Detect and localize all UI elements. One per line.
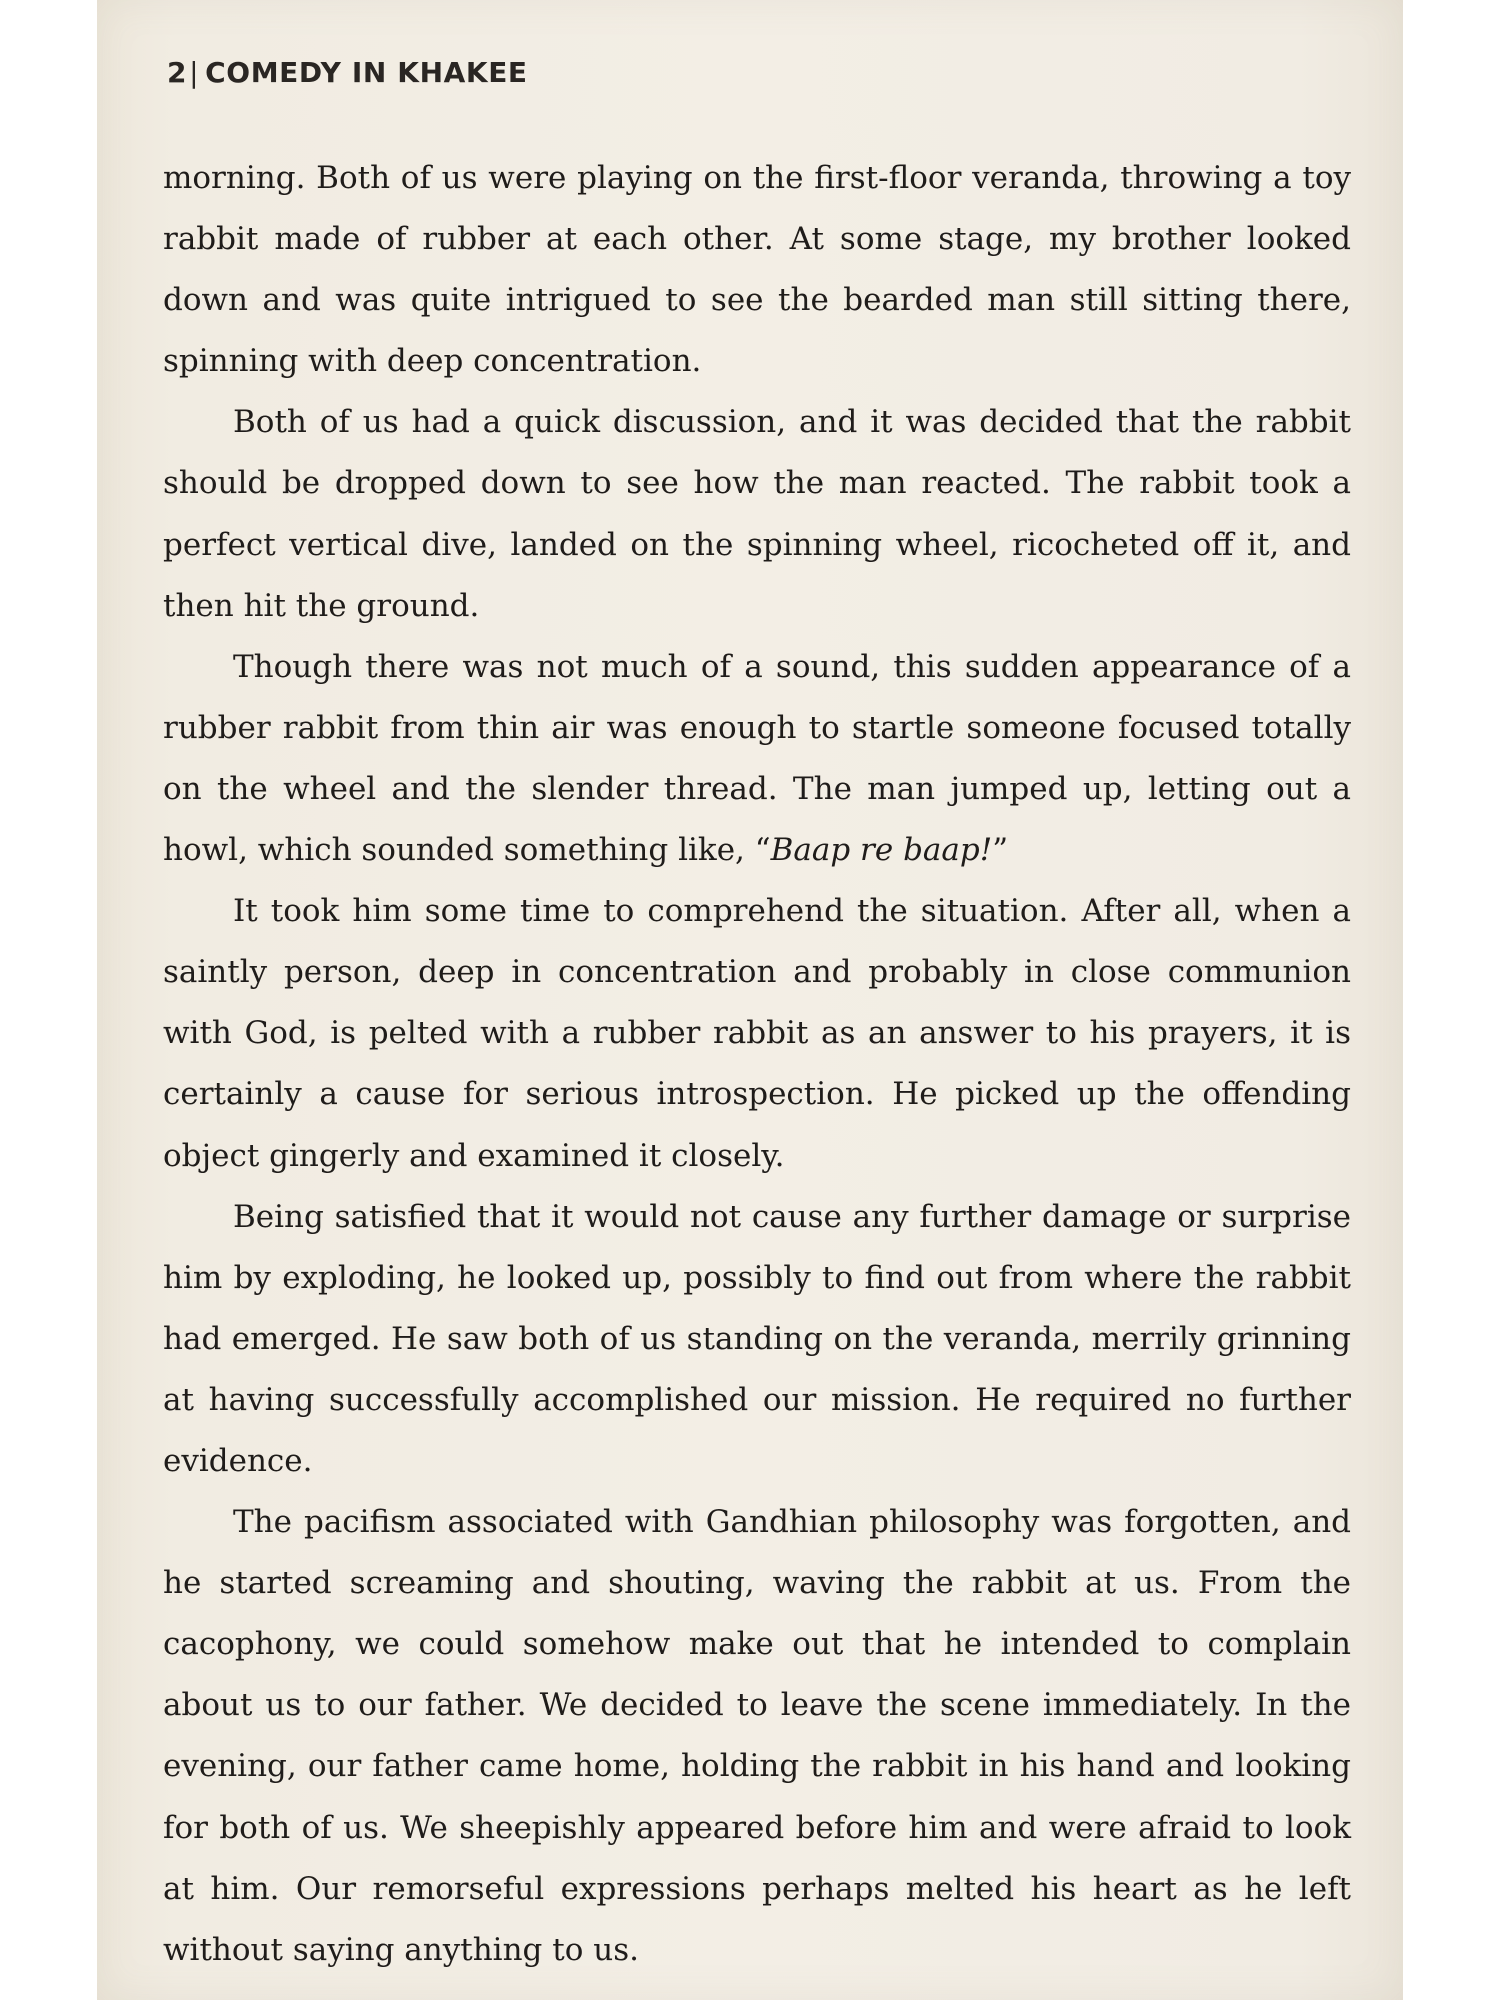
paragraph-5: Being satisfied that it would not cause any further damage or surprise him by exploding, he looked up, possibly to find out from where the rabbit had emerged. He saw both of us standing on the veranda, merrily grinning at having successfully accomplished our mission. He required no further evidence. [163,1198,1351,1479]
body-text [163,148,1351,1981]
paragraph-6: The pacifism associated with Gandhian philosophy was forgotten, and he started screaming and shouting, waving the rabbit at us. From the cacophony, we could somehow make out that he intended to complain about us to our father. We decided to leave the scene immediately. In the evening, our father came home, holding the rabbit in his hand and looking for both of us. We sheepishly appeared before him and were afraid to look at him. Our remorseful expressions perhaps melted his heart as he left without saying anything to us. [163,1504,1351,1968]
paragraph-4: It took him some time to comprehend the situation. After all, when a saintly person, deep in concentration and probably in close communion with God, is pelted with a rubber rabbit as an answer to his prayers, it is certainly a cause for serious introspection. He picked up the offending object gingerly and examined it closely. [163,893,1351,1174]
closing-quote: ” [992,832,1009,869]
running-head [167,56,528,89]
exclamation-italic: Baap re baap! [770,832,993,869]
paragraph-1: morning. Both of us were playing on the first-floor veranda, throwing a toy rabbit made of rubber at each other. At some stage, my brother looked down and was quite intrigued to see the bearded man still sitting there, spinning with deep concentration. [163,160,1351,380]
paragraph-2: Both of us had a quick discussion, and it was decided that the rabbit should be dropped down to see how the man reacted. The rabbit took a perfect vertical dive, landed on the spinning wheel, ricocheted off it, and then hit the ground. [163,404,1351,624]
running-head-separator: | [189,56,200,89]
book-page [97,0,1403,2000]
book-title: COMEDY IN KHAKEE [205,56,528,89]
paragraph-3-text: Though there was not much of a sound, this sudden appearance of a rubber rabbit from thin air was enough to startle someone focused totally on the wheel and the slender thread. The man jumped up, letting out a howl, which sounded something like, “ [163,648,1351,869]
paragraph-3 [163,637,1351,881]
page-number: 2 [167,56,188,89]
